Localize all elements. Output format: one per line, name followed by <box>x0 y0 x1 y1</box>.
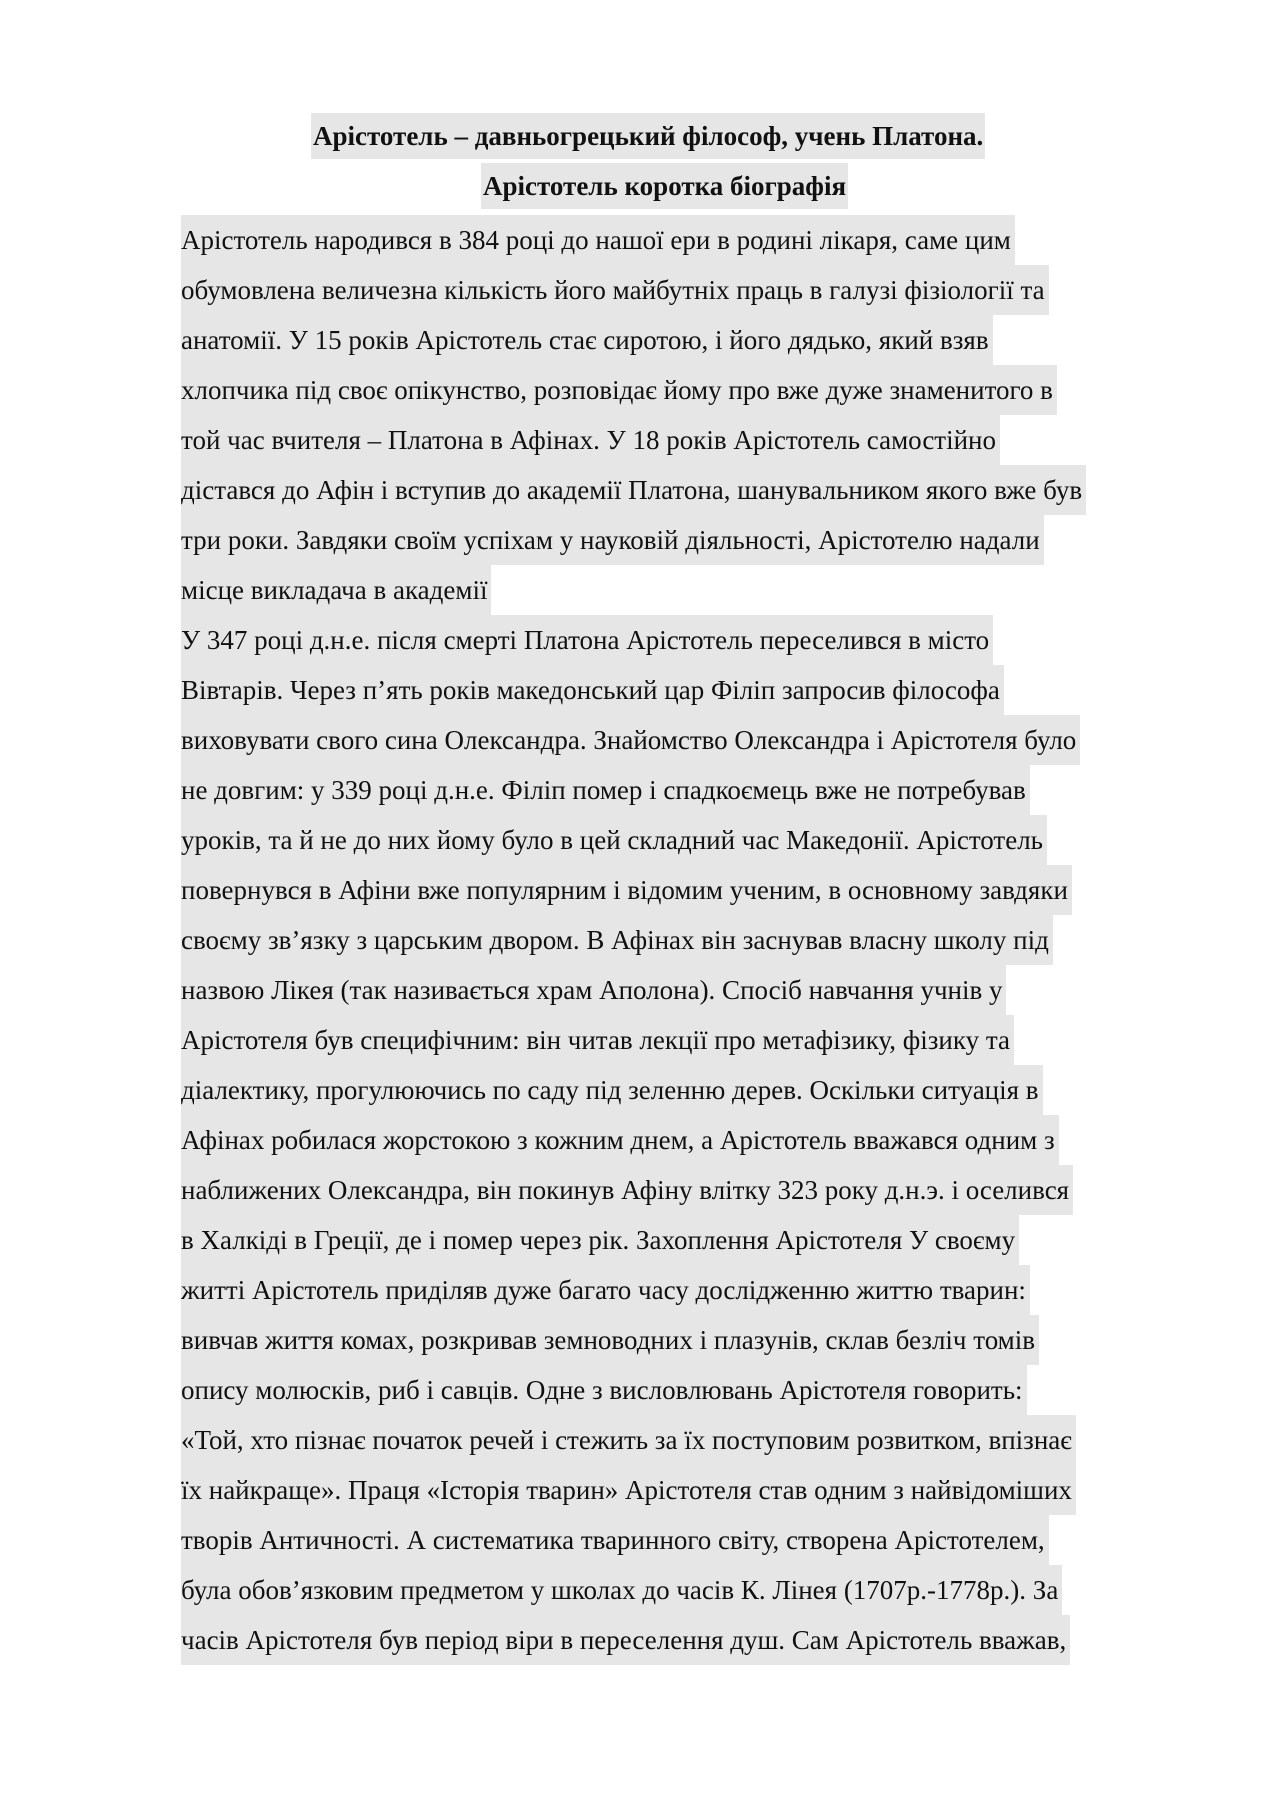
paragraph-line: в Халкіді в Греції, де і помер через рік. Захоплення Арістотеля У своєму <box>181 1215 1019 1265</box>
paragraph-line: місце викладача в академії <box>181 565 491 615</box>
paragraph-line: Афінах робилася жорстокою з кожним днем, а Арістотель вважався одним з <box>181 1115 1059 1165</box>
paragraph-line: назвою Лікея (так називається храм Аполона). Спосіб навчання учнів у <box>181 965 1006 1015</box>
paragraph-line: анатомії. У 15 років Арістотель стає сиротою, і його дядько, який взяв <box>181 315 993 365</box>
paragraph-line: наближених Олександра, він покинув Афіну влітку 323 року д.н.э. і оселився <box>181 1165 1073 1215</box>
paragraph-line: обумовлена величезна кількість його майбутніх праць в галузі фізіології та <box>181 265 1049 315</box>
paragraph-line: той час вчителя – Платона в Афінах. У 18 років Арістотель самостійно <box>181 415 1000 465</box>
paragraph-line: дістався до Афін і вступив до академії Платона, шанувальником якого вже був <box>181 465 1086 515</box>
document-subtitle: Арістотель коротка біографія <box>481 163 848 209</box>
paragraph-line: часів Арістотеля був період віри в переселення душ. Сам Арістотель вважав, <box>181 1615 1070 1665</box>
paragraph-line: У 347 році д.н.е. після смерті Платона Арістотель переселився в місто <box>181 615 993 665</box>
paragraph-line: уроків, та й не до них йому було в цей складний час Македонії. Арістотель <box>181 815 1047 865</box>
paragraph-line: житті Арістотель приділяв дуже багато часу дослідженню життю тварин: <box>181 1265 1030 1315</box>
document-title: Арістотель – давньогрецький філософ, учень Платона. <box>311 113 985 159</box>
paragraph-line: своєму зв’язку з царським двором. В Афінах він заснував власну школу під <box>181 915 1053 965</box>
paragraph-line: Арістотель народився в 384 році до нашої ери в родині лікаря, саме цим <box>181 215 1015 265</box>
paragraph-line: три роки. Завдяки своїм успіхам у науковій діяльності, Арістотелю надали <box>181 515 1044 565</box>
paragraph-line: була обов’язковим предметом у школах до часів К. Лінея (1707р.-1778р.). За <box>181 1565 1062 1615</box>
paragraph-line: діалектику, прогулюючись по саду під зеленню дерев. Оскільки ситуація в <box>181 1065 1043 1115</box>
paragraph-line: «Той, хто пізнає початок речей і стежить за їх поступовим розвитком, впізнає <box>181 1415 1076 1465</box>
paragraph-line: Вівтарів. Через п’ять років македонський цар Філіп запросив філософа <box>181 665 1004 715</box>
paragraph-line: Арістотеля був специфічним: він читав лекції про метафізику, фізику та <box>181 1015 1014 1065</box>
paragraph-line: творів Античності. А систематика тваринного світу, створена Арістотелем, <box>181 1515 1049 1565</box>
paragraph-line: хлопчика під своє опікунство, розповідає йому про вже дуже знаменитого в <box>181 365 1057 415</box>
paragraph-line: вивчав життя комах, розкривав земноводних і плазунів, склав безліч томів <box>181 1315 1039 1365</box>
paragraph-line: повернувся в Афіни вже популярним і відомим ученим, в основному завдяки <box>181 865 1072 915</box>
paragraph-line: виховувати свого сина Олександра. Знайомство Олександра і Арістотеля було <box>181 715 1080 765</box>
paragraph-line: не довгим: у 339 році д.н.е. Філіп помер і спадкоємець вже не потребував <box>181 765 1030 815</box>
paragraph-line: їх найкраще». Праця «Історія тварин» Арістотеля став одним з найвідоміших <box>181 1465 1076 1515</box>
paragraph-line: опису молюсків, риб і савців. Одне з висловлювань Арістотеля говорить: <box>181 1365 1027 1415</box>
